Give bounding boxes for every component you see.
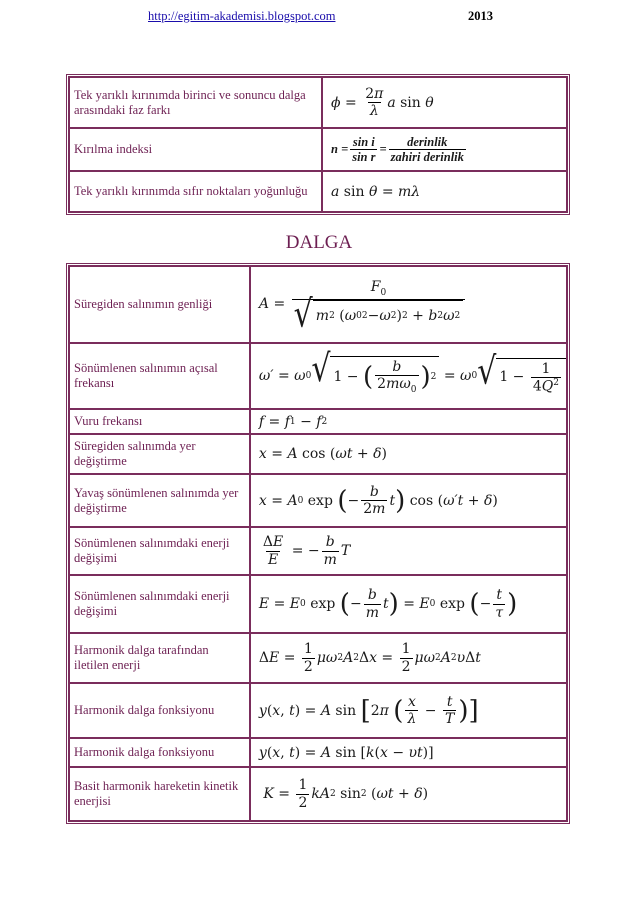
formula-energy-change: $\frac{\Delta E}{E}$ = − $\frac{b}{m}$ T <box>250 527 567 575</box>
formula-text: n = <box>331 142 349 156</box>
formula-label: Sönümlenen salınımdaki enerji değişimi <box>69 527 250 575</box>
optics-formula-table <box>66 74 570 215</box>
formula-text: sin i <box>352 134 375 149</box>
formula-refractive-index <box>322 128 567 171</box>
header-year: 2013 <box>468 9 493 23</box>
table-row <box>69 77 567 128</box>
formula-label: Süregiden salınımda yer değiştirme <box>69 434 250 474</box>
formula-energy-decay: E = E 0 exp ( − $\frac{b}{m}$ t ) = E 0 exp ( − $\frac{t}{\tau}$ ) <box>250 575 567 633</box>
formula-label: Harmonik dalga fonksiyonu <box>69 683 250 738</box>
wave-formula-table <box>66 263 570 824</box>
table-row <box>69 767 567 821</box>
formula-text: derinlik <box>407 134 448 149</box>
table-row <box>69 575 567 633</box>
formula-beat-frequency: f = f 1 − f 2 <box>250 409 567 434</box>
formula-zero-points: a sin θ = mλ <box>322 171 567 212</box>
table-row <box>69 171 567 212</box>
formula-text: sin r <box>352 150 376 164</box>
table-row <box>69 633 567 683</box>
formula-label: Süregiden salınımın genliği <box>69 266 250 343</box>
formula-wave-function-alt: y ( x , t ) = A sin [ k ( x − υt )] <box>250 738 567 767</box>
formula-label: Sönümlenen salınımdaki enerji değişimi <box>69 575 250 633</box>
formula-label: Tek yarıklı kırınımda birinci ve sonuncu dalga arasındaki faz farkı <box>69 77 322 128</box>
table-row <box>69 434 567 474</box>
table-row <box>69 343 567 409</box>
formula-label: Tek yarıklı kırınımda sıfır noktaları yoğunluğu <box>69 171 322 212</box>
table-row <box>69 474 567 527</box>
table-row <box>69 683 567 738</box>
formula-damped-displacement: x = A 0 exp ( − $\frac{b}{2m}$ t ) cos ( ω′t + δ ) <box>250 474 567 527</box>
formula-label: Vuru frekansı <box>69 409 250 434</box>
table-row <box>69 128 567 171</box>
formula-label: Basit harmonik hareketin kinetik enerjisi <box>69 767 250 821</box>
table-row <box>69 738 567 767</box>
formula-label: Harmonik dalga tarafından iletilen enerji <box>69 633 250 683</box>
table-row <box>69 409 567 434</box>
table-row <box>69 527 567 575</box>
formula-transmitted-energy: Δ E = $\frac{1}{2}$ μω 2 A 2 Δ x = $\frac{1}{2}$ μω 2 A 2 υ Δ t <box>250 633 567 683</box>
blog-url-link[interactable]: http://egitim-akademisi.blogspot.com <box>148 9 336 23</box>
formula-label: Sönümlenen salınımın açısal frekansı <box>69 343 250 409</box>
page-header <box>0 9 638 27</box>
formula-angular-frequency: ω′ = ω 0 √ 1 − ( $\frac{b}{2m\omega_0}$ ) 2 = ω 0 √ 1 − $\frac{1}{4Q^2}$ <box>250 343 567 409</box>
formula-displacement: x = A cos ( ωt + δ ) <box>250 434 567 474</box>
formula-kinetic-energy: K = $\frac{1}{2}$ kA 2 sin 2 ( ωt + δ ) <box>250 767 567 821</box>
table-row <box>69 266 567 343</box>
formula-label: Harmonik dalga fonksiyonu <box>69 738 250 767</box>
formula-wave-function: y ( x , t ) = A sin [ 2 π ( $\frac{x}{\lambda}$ − $\frac{t}{T}$ ) ] <box>250 683 567 738</box>
formula-amplitude: A = $F_0$ √ m 2 ( ω 0 2 − ω 2 ) 2 + b 2 ω 2 <box>250 266 567 343</box>
formula-label: Kırılma indeksi <box>69 128 322 171</box>
formula-label: Yavaş sönümlenen salınımda yer değiştirme <box>69 474 250 527</box>
formula-text: zahiri derinlik <box>390 150 464 164</box>
formula-text: = <box>379 142 387 156</box>
section-title: DALGA <box>285 232 353 253</box>
formula-phase-difference: ϕ = $\frac{2\pi}{\lambda}$ a sin θ <box>322 77 567 128</box>
